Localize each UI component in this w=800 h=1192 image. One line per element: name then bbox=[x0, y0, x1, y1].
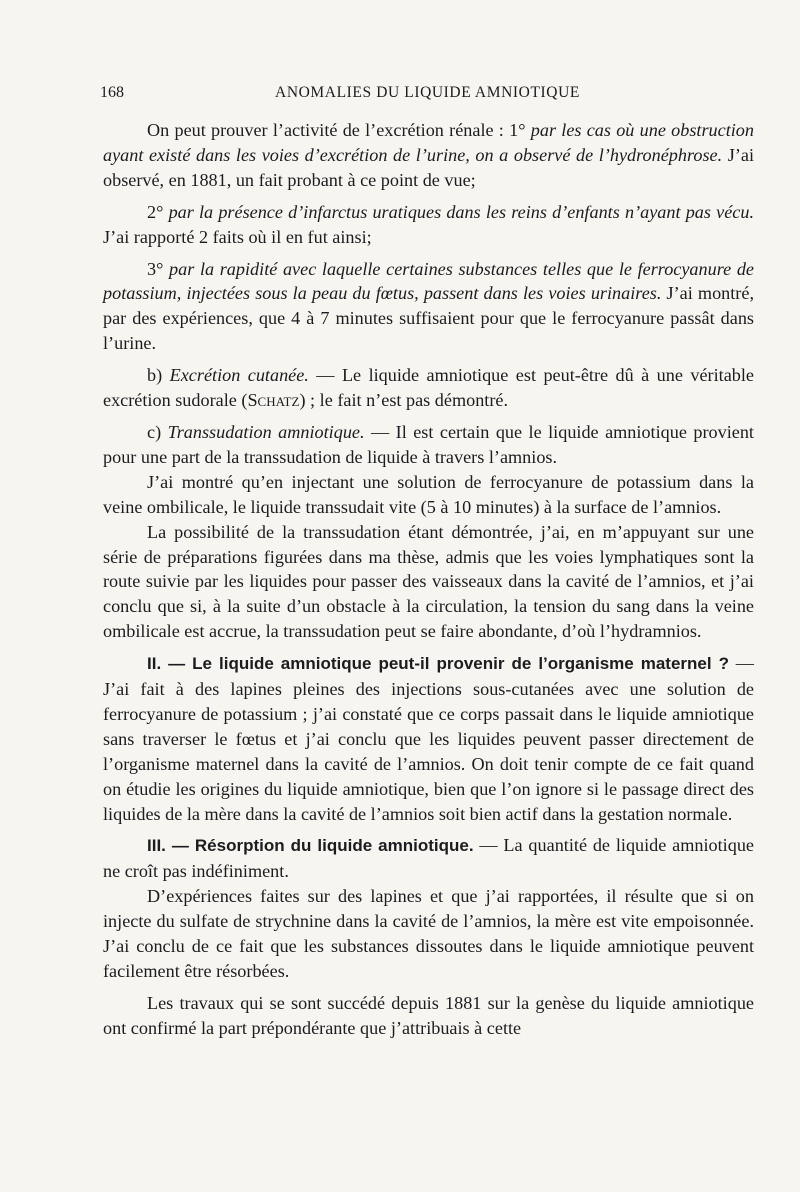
author-name: Schatz bbox=[247, 390, 300, 411]
page-body bbox=[103, 118, 754, 1048]
paragraph-text: b) bbox=[147, 365, 170, 386]
paragraph-text: J’ai montré, par des expériences, que 4 à 7 minutes suffisaient pour que le ferrocyanure passât dans l’urine. bbox=[103, 283, 754, 354]
paragraph-renal-2 bbox=[103, 200, 754, 250]
paragraph-excretion-cutanee bbox=[103, 363, 754, 413]
paragraph-travaux: Les travaux qui se sont succédé depuis 1881 sur la genèse du liquide amniotique ont confirmé la part prépondérante que j’attribuais à cette bbox=[103, 992, 754, 1038]
italic-text: Excrétion cutanée. bbox=[169, 365, 309, 386]
italic-text: par la rapidité avec laquelle certaines substances telles que le ferrocyanure de potassium, injectées sous la peau du fœtus, passent dans les voies urinaires. bbox=[103, 258, 754, 304]
paragraph-section-II bbox=[103, 651, 754, 826]
paragraph-renal-1 bbox=[103, 118, 754, 193]
paragraph-text: — J’ai fait à des lapines pleines des injections sous-cutanées avec une solution de ferrocyanure de potassium ; j’ai constaté que ce corps passait dans le liquide amniotique sans traverser le fœtus et j’ai conclu que les liquides peuvent passer directement de l’organisme maternel dans la cavité de l’amnios. On doit tenir compte de ce fait quand on étudie les origines du liquide amniotique, bien que l’on ignore si le passage direct des liquides de la mère dans la cavité de l’amnios soit bien actif dans la gestation normale. bbox=[103, 653, 754, 824]
italic-text: par la présence d’infarctus uratiques dans les reins d’enfants n’ayant pas vécu. bbox=[168, 201, 755, 222]
page-header bbox=[100, 84, 755, 108]
paragraph-experiences-lapines: D’expériences faites sur des lapines et que j’ai rapportées, il résulte que si on injecte du sulfate de strychnine dans la cavité de l’amnios, la mère est vite empoisonnée. J’ai conclu de ce fait que les substances dissoutes dans le liquide amniotique peuvent facilement être résorbées. bbox=[103, 886, 754, 981]
running-title: ANOMALIES DU LIQUIDE AMNIOTIQUE bbox=[275, 84, 580, 101]
section-heading: II. — Le liquide amniotique peut-il provenir de l’organisme maternel ? bbox=[147, 654, 729, 674]
paragraph-text: — La quantité de liquide amniotique ne croît pas indéfiniment. bbox=[103, 835, 754, 882]
paragraph-possibilite: La possibilité de la transsudation étant démontrée, j’ai, en m’appuyant sur une série de préparations figurées dans ma thèse, admis que les voies lymphatiques sont la route suivie par les liquides pour passer des vaisseaux dans la cavité de l’amnios, et j’ai conclu que si, à la suite d’un obstacle à la circulation, la tension du sang dans la veine ombilicale est accrue, la transsudation peut se faire abondante, d’où l’hydramnios. bbox=[103, 521, 754, 642]
paragraph-text: ) ; le fait n’est pas démontré. bbox=[299, 390, 509, 411]
enumeration-number: 1° bbox=[509, 120, 526, 140]
paragraph-text: — Le liquide amniotique est peut-être dû à une véritable excrétion sudorale ( bbox=[103, 365, 754, 411]
paragraph-text: — Il est certain que le liquide amniotique provient pour une part de la transsudation de liquide à travers l’amnios. bbox=[103, 421, 754, 467]
italic-text: Transsudation amniotique. bbox=[167, 421, 365, 442]
paragraph-renal-3 bbox=[103, 257, 754, 357]
enumeration-number: 3° bbox=[147, 258, 164, 279]
paragraph-text: c) bbox=[147, 421, 168, 442]
paragraph-injection-veine: J’ai montré qu’en injectant une solution de ferrocyanure de potassium dans la veine ombilicale, le liquide transsudait vite (5 à 10 minutes) à la surface de l’amnios. bbox=[103, 471, 754, 517]
italic-text: par les cas où une obstruction ayant existé dans les voies d’excrétion de l’urine, on a observé de l’hydronéphrose. bbox=[103, 120, 754, 165]
section-heading: III. — Résorption du liquide amniotique. bbox=[147, 836, 474, 856]
paragraph-text: J’ai rapporté 2 faits où il en fut ainsi; bbox=[103, 226, 372, 247]
paragraph-text: On peut prouver l’activité de l’excrétion rénale : bbox=[147, 120, 510, 140]
paragraph-transsudation bbox=[103, 420, 754, 470]
enumeration-number: 2° bbox=[147, 201, 164, 222]
paragraph-section-III bbox=[103, 833, 754, 884]
paragraph-text: J’ai observé, en 1881, un fait probant à ce point de vue; bbox=[103, 144, 754, 190]
page-number: 168 bbox=[100, 84, 124, 101]
